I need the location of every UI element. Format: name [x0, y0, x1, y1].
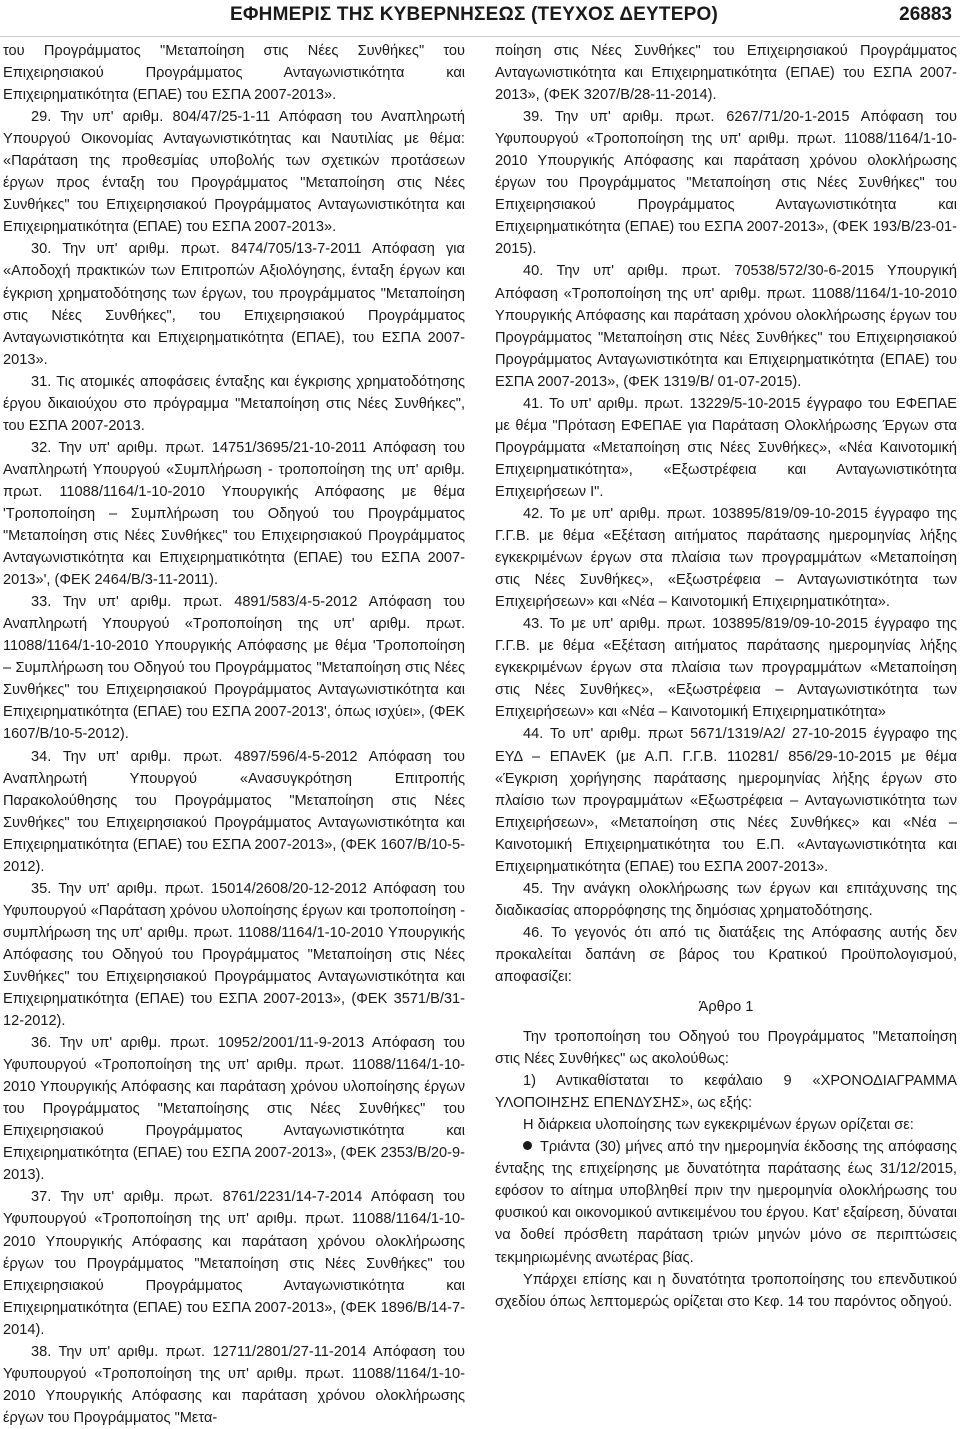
page-header	[0, 0, 960, 37]
page-number: 26883	[899, 4, 952, 25]
article-intro: Την τροποποίηση του Οδηγού του Προγράμματος "Μεταποίηση στις Νέες Συνθήκες" ως ακολούθως:	[495, 1029, 957, 1068]
left-column	[3, 40, 465, 1429]
right-column	[495, 40, 957, 1313]
paragraph: 37. Την υπ' αριθμ. πρωτ. 8761/2231/14-7-2014 Απόφαση του Υφυπουργού «Τροποποίηση της υπ' αριθμ. πρωτ. 11088/1164/1-10-2010 Υπουργικής Απόφασης και παράταση χρόνου ολοκλήρωσης έργων του Προγράμματος "Μεταποίηση στις Νέες Συνθήκες" του Επιχειρησιακού Προγράμματος Ανταγωνιστικότητα και Επιχειρηματικότητα (ΕΠΑΕ) του ΕΣΠΑ 2007-2013», (ΦΕΚ 1896/Β/14-7-2014).	[3, 1189, 465, 1338]
bullet-item	[495, 1136, 957, 1268]
gazette-title: ΕΦΗΜΕΡΙΣ ΤΗΣ ΚΥΒΕΡΝΗΣΕΩΣ (ΤΕΥΧΟΣ ΔΕΥΤΕΡΟ)	[230, 4, 718, 25]
paragraph: 43. Το με υπ' αριθμ. πρωτ. 103895/819/09-10-2015 έγγραφο της Γ.Γ.Β. με θέμα «Εξέταση αιτήματος παράτασης ημερομηνίας λήξης εγκεκριμένων έργων στα πλαίσια των προγραμμάτων «Μεταποίηση στις Νέες Συνθήκες», «Εξωστρέφεια – Ανταγωνιστικότητα των Επιχειρήσεων» και «Νέα – Καινοτομική Επιχειρηματικότητα»	[495, 616, 957, 721]
closing-paragraph: Υπάρχει επίσης και η δυνατότητα τροποποίησης του επενδυτικού σχεδίου όπως λεπτομερώς ορίζεται στο Κεφ. 14 του παρόντος οδηγού.	[495, 1271, 957, 1310]
paragraph: 32. Την υπ' αριθμ. πρωτ. 14751/3695/21-10-2011 Απόφαση του Αναπληρωτή Υπουργού «Συμπλήρωση - τροποποίηση της υπ' αριθμ. πρωτ. 11088/1164/1-10-2010 Υπουργικής Απόφασης με θέμα 'Τροποποίηση – Συμπλήρωση του Οδηγού του Προγράμματος "Μεταποίηση στις Νέες Συνθήκες" του Επιχειρησιακού Προγράμματος Ανταγωνιστικότητα και Επιχειρηματικότητα (ΕΠΑΕ) του ΕΣΠΑ 2007-2013»', (ΦΕΚ 2464/Β/3-11-2011).	[3, 439, 465, 589]
paragraph: 39. Την υπ' αριθμ. πρωτ. 6267/71/20-1-2015 Απόφαση του Υφυπουργού «Τροποποίηση της υπ' αριθμ. πρωτ. 11088/1164/1-10-2010 Υπουργικής Απόφασης και παράταση χρόνου ολοκλήρωσης έργων του Προγράμματος "Μεταποίηση στις Νέες Συνθήκες" του Επιχειρησιακού Προγράμματος Ανταγωνιστικότητα και Επιχειρηματικότητα (ΕΠΑΕ) του ΕΣΠΑ 2007-2013», (ΦΕΚ 193/Β/23-01-2015).	[495, 109, 957, 258]
paragraph: 33. Την υπ' αριθμ. πρωτ. 4891/583/4-5-2012 Απόφαση του Αναπληρωτή Υπουργού «Τροποποίηση της υπ' αριθμ. πρωτ. 11088/1164/1-10-2010 Υπουργικής Απόφασης με θέμα 'Τροποποίηση – Συμπλήρωση του Οδηγού του Προγράμματος "Μεταποίηση στις Νέες Συνθήκες" του Επιχειρησιακού Προγράμματος Ανταγωνιστικότητα και Επιχειρηματικότητα (ΕΠΑΕ) του ΕΣΠΑ 2007-2013', όπως ισχύει», (ΦΕΚ 1607/Β/10-5-2012).	[3, 594, 465, 743]
paragraph: 35. Την υπ' αριθμ. πρωτ. 15014/2608/20-12-2012 Απόφαση του Υφυπουργού «Παράταση χρόνου υλοποίησης έργων και τροποποίηση - συμπλήρωση της υπ' αριθμ. πρωτ. 11088/1164/1-10-2010 Υπουργικής Απόφασης του Οδηγού του Προγράμματος "Μεταποίηση στις Νέες Συνθήκες" του Επιχειρησιακού Προγράμματος Ανταγωνιστικότητα και Επιχειρηματικότητα (ΕΠΑΕ) του ΕΣΠΑ 2007-2013», (ΦΕΚ 3571/Β/31-12-2012).	[3, 880, 465, 1030]
paragraph: του Προγράμματος "Μεταποίηση στις Νέες Συνθήκες" του Επιχειρησιακού Προγράμματος Ανταγωνιστικότητα και Επιχειρηματικότητα (ΕΠΑΕ) του ΕΣΠΑ 2007-2013».	[3, 43, 465, 104]
paragraph: 36. Την υπ' αριθμ. πρωτ. 10952/2001/11-9-2013 Απόφαση του Υφυπουργού «Τροποποίηση της υπ' αριθμ. πρωτ. 11088/1164/1-10-2010 Υπουργικής Απόφασης και παράταση χρόνου υλοποίησης έργων του Προγράμματος "Μεταποίησης στις Νέες Συνθήκες" του Επιχειρησιακού Προγράμματος Ανταγωνιστικότητα και Επιχειρηματικότητα (ΕΠΑΕ) του ΕΣΠΑ 2007-2013», (ΦΕΚ 2353/Β/20-9-2013).	[3, 1035, 465, 1184]
paragraph: 29. Την υπ' αριθμ. 804/47/25-1-11 Απόφαση του Αναπληρωτή Υπουργού Οικονομίας Ανταγωνιστικότητας και Ναυτιλίας με θέμα: «Παράταση της προθεσμίας υποβολής των σχετικών προτάσεων έργων προς ένταξη του Προγράμματος "Μεταποίηση στις Νέες Συνθήκες" του Επιχειρησιακού Προγράμματος Ανταγωνιστικότητα και Επιχειρηματικότητα (ΕΠΑΕ) του ΕΣΠΑ 2007-2013».	[3, 109, 465, 236]
article-item: 1) Αντικαθίσταται το κεφάλαιο 9 «ΧΡΟΝΟΔΙΑΓΡΑΜΜΑ ΥΛΟΠΟΙΗΣΗΣ ΕΠΕΝΔΥΣΗΣ», ως εξής:	[495, 1073, 957, 1112]
paragraph: 42. Το με υπ' αριθμ. πρωτ. 103895/819/09-10-2015 έγγραφο της Γ.Γ.Β. με θέμα «Εξέταση αιτήματος παράτασης ημερομηνίας λήξης εγκεκριμένων έργων στα πλαίσια των προγραμμάτων «Μεταποίηση στις Νέες Συνθήκες», «Εξωστρέφεια – Ανταγωνιστικότητα των Επιχειρήσεων» και «Νέα – Καινοτομική Επιχειρηματικότητα».	[495, 505, 957, 611]
bullet-text: Τριάντα (30) μήνες από την ημερομηνία έκδοσης της απόφασης ένταξης της επιχείρησης με δυνατότητα παράτασης έως 31/12/2015, εφόσον το αίτημα υποβληθεί πριν την ημερομηνία ολοκλήρωσης του φυσικού και οικονομικού αντικειμένου του έργου. Κατ' εξαίρεση, δύναται να δοθεί πρόσθετη παράταση τριών μηνών μόνο σε περιπτώσεις τεκμηριωμένης ανωτέρας βίας.	[495, 1139, 957, 1266]
paragraph: ποίηση στις Νέες Συνθήκες" του Επιχειρησιακού Προγράμματος Ανταγωνιστικότητα και Επιχειρηματικότητα (ΕΠΑΕ) του ΕΣΠΑ 2007-2013», (ΦΕΚ 3207/Β/28-11-2014).	[495, 43, 957, 104]
paragraph: 30. Την υπ' αριθμ. πρωτ. 8474/705/13-7-2011 Απόφαση για «Αποδοχή πρακτικών των Επιτροπών Αξιολόγησης, ένταξη έργων και έγκριση χρηματοδότησης των έργων, του προγράμματος "Μεταποίηση στις Νέες Συνθήκες", του Επιχειρησιακού Προγράμματος Ανταγωνιστικότητα και Επιχειρηματικότητα (ΕΠΑΕ), του ΕΣΠΑ 2007-2013».	[3, 241, 465, 368]
paragraph: 44. Το υπ' αριθμ. πρωτ 5671/1319/Α2/ 27-10-2015 έγγραφο της ΕΥΔ – ΕΠΑνΕΚ (με Α.Π. Γ.Γ.Β. 110281/ 856/29-10-2015 με θέμα «Έγκριση χορήγησης παράτασης ημερομηνίας λήξης έργων στο πλαίσιο των προγραμμάτων «Εξωστρέφεια – Ανταγωνιστικότητα των Επιχειρήσεων», «Μεταποίηση στις Νέες Συνθήκες» και «Νέα – Καινοτομική Επιχειρηματικότητα του Ε.Π. «Ανταγωνιστικότητα και Επιχειρηματικότητα (ΕΠΑΕ) του ΕΣΠΑ 2007-2013».	[495, 726, 957, 875]
article-heading: Άρθρο 1	[698, 999, 754, 1016]
paragraph: 46. Το γεγονός ότι από τις διατάξεις της Απόφασης αυτής δεν προκαλείται δαπάνη σε βάρος του Κρατικού Προϋπολογισμού, αποφασίζει:	[495, 924, 957, 985]
paragraph: 31. Τις ατομικές αποφάσεις ένταξης και έγκρισης χρηματοδότησης έργου δικαιούχου στο πρόγραμμα "Μεταποίηση στις Νέες Συνθήκες", του ΕΣΠΑ 2007-2013.	[3, 373, 465, 434]
paragraph: 41. Το υπ' αριθμ. πρωτ. 13229/5-10-2015 έγγραφο του ΕΦΕΠΑΕ με θέμα "Πρόταση ΕΦΕΠΑΕ για Παράταση Ολοκλήρωσης Έργων στα Προγράμματα «Μεταποίηση στις Νέες Συνθήκες», «Νέα Καινοτομική Επιχειρηματικότητα», «Εξωστρέφεια και Ανταγωνιστικότητα Επιχειρήσεων Ι".	[495, 395, 957, 500]
bullet-icon	[523, 1141, 532, 1150]
paragraph: 45. Την ανάγκη ολοκλήρωσης των έργων και επιτάχυνσης της διαδικασίας απορρόφησης της δημόσιας χρηματοδότησης.	[495, 880, 957, 919]
paragraph: 40. Την υπ' αριθμ. πρωτ. 70538/572/30-6-2015 Υπουργική Απόφαση «Τροποποίηση της υπ' αριθμ. πρωτ. 11088/1164/1-10-2010 Υπουργικής Απόφασης και παράταση χρόνου ολοκλήρωσης έργων του Προγράμματος "Μεταποίηση στις Νέες Συνθήκες" του Επιχειρησιακού Προγράμματος Ανταγωνιστικότητα και Επιχειρηματικότητα (ΕΠΑΕ) του ΕΣΠΑ 2007-2013», (ΦΕΚ 1319/Β/ 01-07-2015).	[495, 263, 957, 390]
paragraph: 38. Την υπ' αριθμ. πρωτ. 12711/2801/27-11-2014 Απόφαση του Υφυπουργού «Τροποποίηση της υπ' αριθμ. πρωτ. 11088/1164/1-10-2010 Υπουργικής Απόφασης και παράταση χρόνου ολοκλήρωσης έργων του Προγράμματος "Μετα-	[3, 1343, 465, 1426]
article-item-text: Η διάρκεια υλοποίησης των εγκεκριμένων έργων ορίζεται σε:	[523, 1117, 914, 1134]
paragraph: 34. Την υπ' αριθμ. πρωτ. 4897/596/4-5-2012 Απόφαση του Αναπληρωτή Υπουργού «Ανασυγκρότηση Επιτροπής Παρακολούθησης του Προγράμματος "Μεταποίηση στις Νέες Συνθήκες" του Επιχειρησιακού Προγράμματος Ανταγωνιστικότητα και Επιχειρηματικότητα (ΕΠΑΕ) του ΕΣΠΑ 2007-2013», (ΦΕΚ 1607/Β/10-5-2012).	[3, 748, 465, 875]
